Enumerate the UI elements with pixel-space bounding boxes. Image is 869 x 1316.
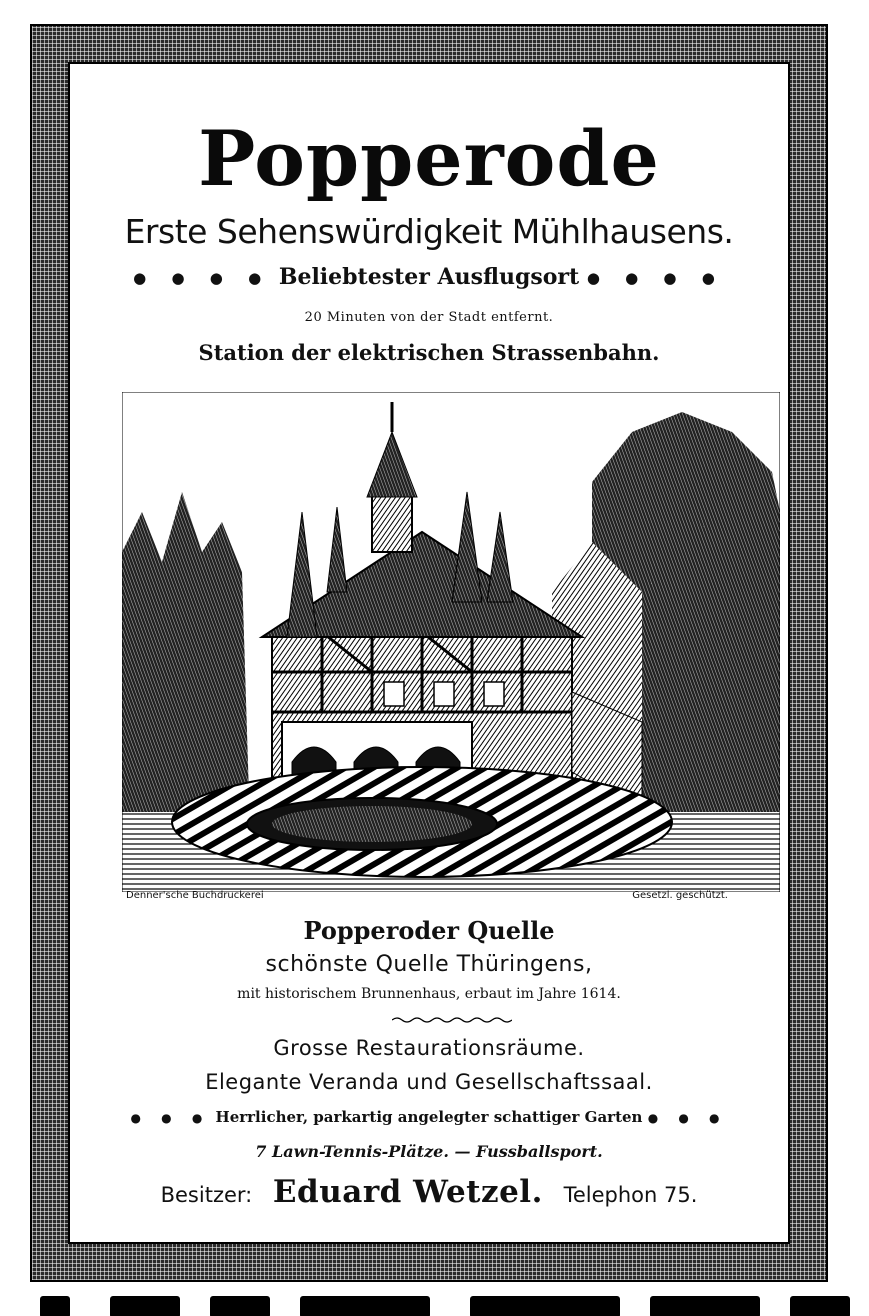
ornament-divider: [392, 1016, 512, 1024]
owner-line: [70, 1174, 788, 1210]
restaurant-text: Grosse Restaurationsräume.: [273, 1036, 585, 1060]
bullet-dots: ● ● ● ●: [586, 269, 725, 287]
poster-title: Popperode: [198, 114, 660, 203]
owner-name: Eduard Wetzel.: [272, 1174, 543, 1210]
poster-panel: [68, 62, 790, 1244]
spring-name: Popperoder Quelle: [303, 916, 555, 945]
bullet-dots: ● ● ● ●: [133, 269, 272, 287]
spring-subtitle: schönste Quelle Thüringens,: [265, 952, 593, 977]
veranda-text: Elegante Veranda und Gesellschaftssaal.: [205, 1070, 653, 1094]
popular-destination-line: [70, 264, 788, 290]
station-text: Station der elektrischen Strassenbahn.: [198, 340, 660, 365]
bullet-dots: ● ● ●: [130, 1111, 211, 1125]
poster-subtitle: Erste Sehenswürdigkeit Mühlhausens.: [124, 212, 734, 251]
cropped-text-strip: [0, 1292, 869, 1316]
poster-border: [30, 24, 828, 1282]
distance-text: 20 Minuten von der Stadt entfernt.: [304, 310, 554, 325]
garden-text: Herrlicher, parkartig angelegter schattiger Garten: [215, 1108, 643, 1126]
copyright-notice: Gesetzl. geschützt.: [632, 890, 728, 901]
owner-label: Besitzer:: [160, 1183, 253, 1207]
popular-destination-text: Beliebtester Ausflugsort: [278, 264, 580, 290]
printer-credit: Denner'sche Buchdruckerei: [126, 890, 264, 901]
tennis-text: 7 Lawn-Tennis-Plätze. — Fussballsport.: [255, 1142, 603, 1161]
garden-line: [70, 1108, 788, 1126]
brunnenhaus-illustration: [122, 392, 780, 892]
bullet-dots: ● ● ●: [647, 1111, 728, 1125]
telephone-text: Telephon 75.: [563, 1183, 698, 1207]
historic-text: mit historischem Brunnenhaus, erbaut im Jahre 1614.: [237, 986, 621, 1002]
